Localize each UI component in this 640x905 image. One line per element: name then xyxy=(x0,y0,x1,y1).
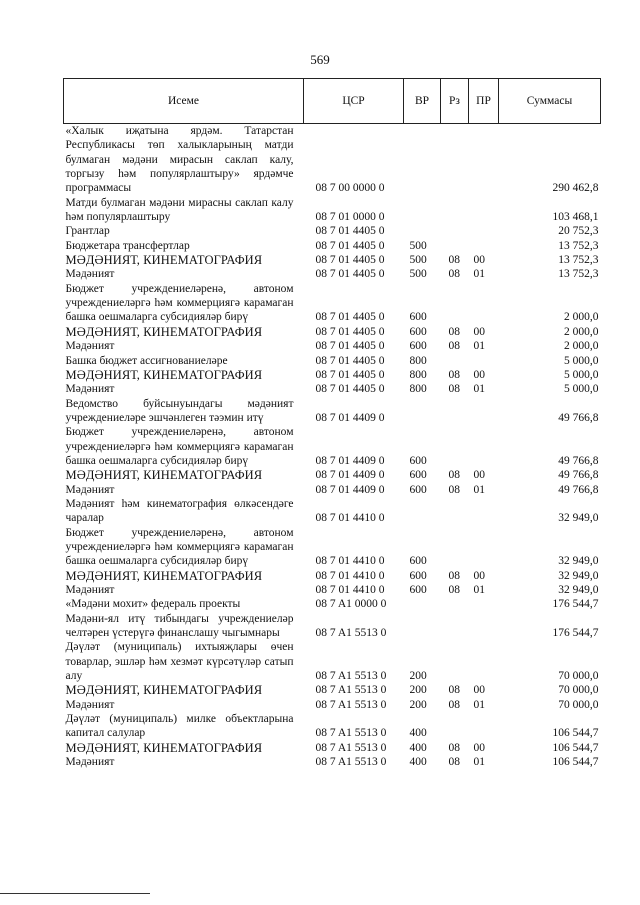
cell-csr: 08 7 00 0000 0 xyxy=(315,182,385,195)
cell-vr: 800 xyxy=(409,383,427,396)
cell-rz: 08 xyxy=(448,483,460,496)
cell-name: Бюджет учреждениеләренә, автоном учреждениеләргә һәм коммерциягә карамаган башка оешмаларга субсидияләр бирү xyxy=(65,526,294,568)
cell-pr: 01 xyxy=(473,698,485,711)
header-pr: ПР xyxy=(469,79,499,124)
cell-name: МӘДӘНИЯТ, КИНЕМАТОГРАФИЯ xyxy=(65,324,263,339)
cell-sum: 2 000,0 xyxy=(564,340,599,353)
cell-csr: 08 7 01 4405 0 xyxy=(315,368,385,381)
table-row xyxy=(64,497,601,526)
cell-name: Башка бюджет ассигнованиеләре xyxy=(65,354,228,367)
cell-pr: 00 xyxy=(473,368,485,381)
cell-sum: 32 949,0 xyxy=(558,512,599,525)
table-row xyxy=(64,741,601,755)
cell-csr: 08 7 01 4410 0 xyxy=(315,555,385,568)
cell-pr xyxy=(469,526,499,569)
cell-vr xyxy=(404,497,441,526)
cell-rz: 08 xyxy=(448,340,460,353)
cell-vr: 800 xyxy=(409,368,427,381)
cell-pr: 01 xyxy=(473,340,485,353)
cell-vr: 400 xyxy=(409,756,427,769)
cell-sum: 5 000,0 xyxy=(564,368,599,381)
cell-csr: 08 7 01 4405 0 xyxy=(315,311,385,324)
cell-sum: 49 766,8 xyxy=(558,483,599,496)
cell-pr xyxy=(469,239,499,253)
table-row xyxy=(64,267,601,281)
cell-sum: 13 752,3 xyxy=(558,268,599,281)
cell-name: МӘДӘНИЯТ, КИНЕМАТОГРАФИЯ xyxy=(65,468,263,483)
table-row xyxy=(64,468,601,482)
cell-pr: 01 xyxy=(473,584,485,596)
cell-pr xyxy=(469,640,499,683)
page-number: 569 xyxy=(310,52,330,67)
cell-name: Мәдәният xyxy=(65,483,115,496)
cell-csr: 08 7 01 4409 0 xyxy=(315,469,385,482)
table-row xyxy=(64,196,601,225)
cell-pr: 00 xyxy=(473,569,485,582)
cell-csr: 08 7 01 0000 0 xyxy=(315,211,385,224)
cell-csr: 08 7 01 4410 0 xyxy=(315,584,385,596)
cell-csr: 08 7 01 4409 0 xyxy=(315,483,385,496)
cell-rz xyxy=(441,526,469,569)
cell-rz xyxy=(441,397,469,426)
cell-pr xyxy=(469,425,499,468)
cell-rz xyxy=(441,124,469,196)
cell-rz: 08 xyxy=(448,698,460,711)
cell-csr: 08 7 01 4405 0 xyxy=(315,383,385,396)
cell-rz xyxy=(441,712,469,741)
table-row xyxy=(64,124,601,196)
table-row xyxy=(64,354,601,368)
cell-vr xyxy=(404,397,441,426)
cell-rz xyxy=(441,597,469,611)
cell-vr: 400 xyxy=(409,727,427,740)
table-row xyxy=(64,712,601,741)
cell-rz: 08 xyxy=(448,383,460,396)
cell-sum: 103 468,1 xyxy=(552,211,599,224)
cell-sum: 5 000,0 xyxy=(564,383,599,396)
table-row xyxy=(64,382,601,396)
table-row xyxy=(64,583,601,597)
cell-sum: 20 752,3 xyxy=(558,225,599,238)
header-name: Исеме xyxy=(64,79,304,124)
cell-rz: 08 xyxy=(448,684,460,697)
cell-name: Мәдәният xyxy=(65,340,115,353)
cell-pr: 00 xyxy=(473,469,485,482)
table-row xyxy=(64,397,601,426)
cell-sum: 49 766,8 xyxy=(558,454,599,467)
cell-csr: 08 7 01 4410 0 xyxy=(315,569,385,582)
cell-csr: 08 7 01 4405 0 xyxy=(315,254,385,267)
cell-pr xyxy=(469,224,499,238)
cell-csr: 08 7 01 4409 0 xyxy=(315,454,385,467)
cell-name: Матди булмаган мәдәни мирасны саклап калу һәм популярлаштыру xyxy=(65,196,294,224)
table-row xyxy=(64,683,601,697)
cell-csr: 08 7 A1 5513 0 xyxy=(315,756,387,769)
cell-vr: 600 xyxy=(409,469,427,482)
cell-sum: 106 544,7 xyxy=(552,727,599,740)
cell-vr xyxy=(404,224,441,238)
cell-name: Бюджет учреждениеләренә, автоном учреждениеләргә һәм коммерциягә карамаган башка оешмаларга субсидияләр бирү xyxy=(65,426,294,467)
cell-name: Мәдәният xyxy=(65,698,115,711)
cell-rz: 08 xyxy=(448,268,460,281)
table-row xyxy=(64,368,601,382)
cell-csr: 08 7 01 4410 0 xyxy=(315,512,385,525)
cell-name: «Халык иҗатына ярдәм. Татарстан Республикасы төп халыкларының матди булмаган мәдәни мирасын саклап калу, торгызу һәм популярлаштыру» ярдәмче программасы xyxy=(65,125,294,195)
cell-csr: 08 7 A1 5513 0 xyxy=(315,670,387,683)
cell-pr xyxy=(469,712,499,741)
cell-name: Мәдәният һәм кинематография өлкәсендәге чаралар xyxy=(65,497,294,525)
cell-sum: 13 752,3 xyxy=(558,239,599,252)
cell-rz: 08 xyxy=(448,325,460,338)
cell-name: МӘДӘНИЯТ, КИНЕМАТОГРАФИЯ xyxy=(65,253,263,268)
cell-csr: 08 7 01 4405 0 xyxy=(315,268,385,281)
cell-sum: 290 462,8 xyxy=(552,182,599,195)
cell-rz xyxy=(441,224,469,238)
cell-name: Бюджет учреждениеләренә, автоном учреждениеләргә һәм коммерциягә карамаган башка оешмаларга субсидияләр бирү xyxy=(65,282,294,324)
cell-vr: 500 xyxy=(409,268,427,281)
cell-rz: 08 xyxy=(448,469,460,482)
cell-vr: 600 xyxy=(409,483,427,496)
cell-sum: 13 752,3 xyxy=(558,254,599,267)
table-row xyxy=(64,282,601,325)
cell-sum: 5 000,0 xyxy=(564,354,599,367)
cell-csr: 08 7 A1 5513 0 xyxy=(315,627,387,640)
cell-vr: 600 xyxy=(409,311,427,324)
cell-name: Мәдәният xyxy=(65,268,115,281)
cell-name: Бюджетара трансфертлар xyxy=(65,239,190,252)
cell-sum: 32 949,0 xyxy=(558,569,599,582)
cell-pr: 00 xyxy=(473,684,485,697)
footnote-divider xyxy=(0,893,150,894)
cell-rz: 08 xyxy=(448,741,460,754)
cell-csr: 08 7 01 4405 0 xyxy=(315,325,385,338)
budget-table xyxy=(63,78,601,769)
cell-vr: 600 xyxy=(409,340,427,353)
cell-pr xyxy=(469,354,499,368)
table-row xyxy=(64,597,601,611)
cell-sum: 32 949,0 xyxy=(558,555,599,568)
table-row xyxy=(64,425,601,468)
table-row xyxy=(64,698,601,712)
cell-name: Мәдәни-ял итү тибындагы учреждениеләр челтәрен үстерүгә финанслашу чыгымнары xyxy=(65,612,294,640)
cell-rz xyxy=(441,196,469,225)
cell-pr xyxy=(469,612,499,641)
cell-vr: 200 xyxy=(409,698,427,711)
cell-pr xyxy=(469,282,499,325)
cell-sum: 2 000,0 xyxy=(564,311,599,324)
table-row xyxy=(64,239,601,253)
cell-rz: 08 xyxy=(448,756,460,769)
cell-rz: 08 xyxy=(448,368,460,381)
cell-vr xyxy=(404,612,441,641)
header-csr: ЦСР xyxy=(304,79,404,124)
cell-rz xyxy=(441,282,469,325)
cell-rz: 08 xyxy=(448,584,460,596)
cell-sum: 49 766,8 xyxy=(558,411,599,424)
cell-name: Грантлар xyxy=(65,225,110,238)
cell-vr: 600 xyxy=(409,569,427,582)
header-sum: Суммасы xyxy=(499,79,601,124)
cell-sum: 176 544,7 xyxy=(552,598,599,611)
cell-rz xyxy=(441,239,469,253)
cell-sum: 106 544,7 xyxy=(552,756,599,769)
cell-pr: 00 xyxy=(473,741,485,754)
cell-vr: 600 xyxy=(409,325,427,338)
cell-pr xyxy=(469,597,499,611)
cell-csr: 08 7 A1 5513 0 xyxy=(315,684,387,697)
cell-vr: 400 xyxy=(409,741,427,754)
cell-csr: 08 7 01 4409 0 xyxy=(315,411,385,424)
table-body xyxy=(64,124,601,770)
cell-rz xyxy=(441,612,469,641)
table-row xyxy=(64,483,601,497)
cell-sum: 70 000,0 xyxy=(558,684,599,697)
cell-vr: 500 xyxy=(409,254,427,267)
table-row xyxy=(64,640,601,683)
cell-vr: 600 xyxy=(409,584,427,596)
cell-vr: 800 xyxy=(409,354,427,367)
cell-vr: 600 xyxy=(409,454,427,467)
cell-name: Мәдәният xyxy=(65,383,115,396)
cell-csr: 08 7 A1 5513 0 xyxy=(315,741,387,754)
cell-pr: 00 xyxy=(473,325,485,338)
cell-pr: 01 xyxy=(473,756,485,769)
cell-csr: 08 7 A1 5513 0 xyxy=(315,727,387,740)
cell-name: Мәдәният xyxy=(65,584,115,596)
table-row xyxy=(64,224,601,238)
cell-pr xyxy=(469,397,499,426)
cell-pr: 00 xyxy=(473,254,485,267)
table-row xyxy=(64,339,601,353)
cell-vr: 600 xyxy=(409,555,427,568)
cell-name: МӘДӘНИЯТ, КИНЕМАТОГРАФИЯ xyxy=(65,367,263,382)
cell-rz xyxy=(441,425,469,468)
cell-pr: 01 xyxy=(473,383,485,396)
cell-sum: 49 766,8 xyxy=(558,469,599,482)
cell-vr xyxy=(404,597,441,611)
cell-csr: 08 7 01 4405 0 xyxy=(315,340,385,353)
cell-sum: 2 000,0 xyxy=(564,325,599,338)
table-row xyxy=(64,325,601,339)
cell-csr: 08 7 01 4405 0 xyxy=(315,225,385,238)
cell-pr: 01 xyxy=(473,268,485,281)
cell-name: Ведомство буйсынуындагы мәдәният учреждениеләре эшчәнлеген тәэмин итү xyxy=(65,397,294,424)
cell-name: МӘДӘНИЯТ, КИНЕМАТОГРАФИЯ xyxy=(65,683,263,698)
cell-name: «Мәдәни мохит» федераль проекты xyxy=(65,598,241,611)
cell-rz xyxy=(441,497,469,526)
cell-vr xyxy=(404,196,441,225)
cell-vr: 500 xyxy=(409,239,427,252)
cell-csr: 08 7 A1 0000 0 xyxy=(315,598,387,611)
cell-pr xyxy=(469,124,499,196)
cell-sum: 106 544,7 xyxy=(552,741,599,754)
header-vr: ВР xyxy=(404,79,441,124)
cell-name: МӘДӘНИЯТ, КИНЕМАТОГРАФИЯ xyxy=(65,740,263,755)
cell-rz: 08 xyxy=(448,254,460,267)
table-row xyxy=(64,253,601,267)
cell-vr: 200 xyxy=(409,670,427,683)
cell-vr xyxy=(404,124,441,196)
table-header-row xyxy=(64,79,601,124)
cell-rz xyxy=(441,640,469,683)
cell-csr: 08 7 A1 5513 0 xyxy=(315,698,387,711)
cell-sum: 70 000,0 xyxy=(558,670,599,683)
table-row xyxy=(64,569,601,583)
cell-csr: 08 7 01 4405 0 xyxy=(315,354,385,367)
cell-csr: 08 7 01 4405 0 xyxy=(315,239,385,252)
table-row xyxy=(64,526,601,569)
table-row xyxy=(64,755,601,769)
cell-name: Дәүләт (муниципаль) ихтыяҗлары өчен товарлар, эшләр һәм хезмәт күрсәтүләр сатып алу xyxy=(65,641,294,683)
cell-rz xyxy=(441,354,469,368)
cell-vr: 200 xyxy=(409,684,427,697)
cell-rz: 08 xyxy=(448,569,460,582)
cell-pr: 01 xyxy=(473,483,485,496)
cell-sum: 32 949,0 xyxy=(558,584,599,596)
table-row xyxy=(64,612,601,641)
cell-pr xyxy=(469,497,499,526)
cell-name: МӘДӘНИЯТ, КИНЕМАТОГРАФИЯ xyxy=(65,568,263,583)
cell-name: Мәдәният xyxy=(65,756,115,769)
cell-name: Дәүләт (муниципаль) милке объектларына капитал салулар xyxy=(65,713,294,740)
header-rz: Рз xyxy=(441,79,469,124)
cell-sum: 176 544,7 xyxy=(552,627,599,640)
cell-pr xyxy=(469,196,499,225)
cell-sum: 70 000,0 xyxy=(558,698,599,711)
